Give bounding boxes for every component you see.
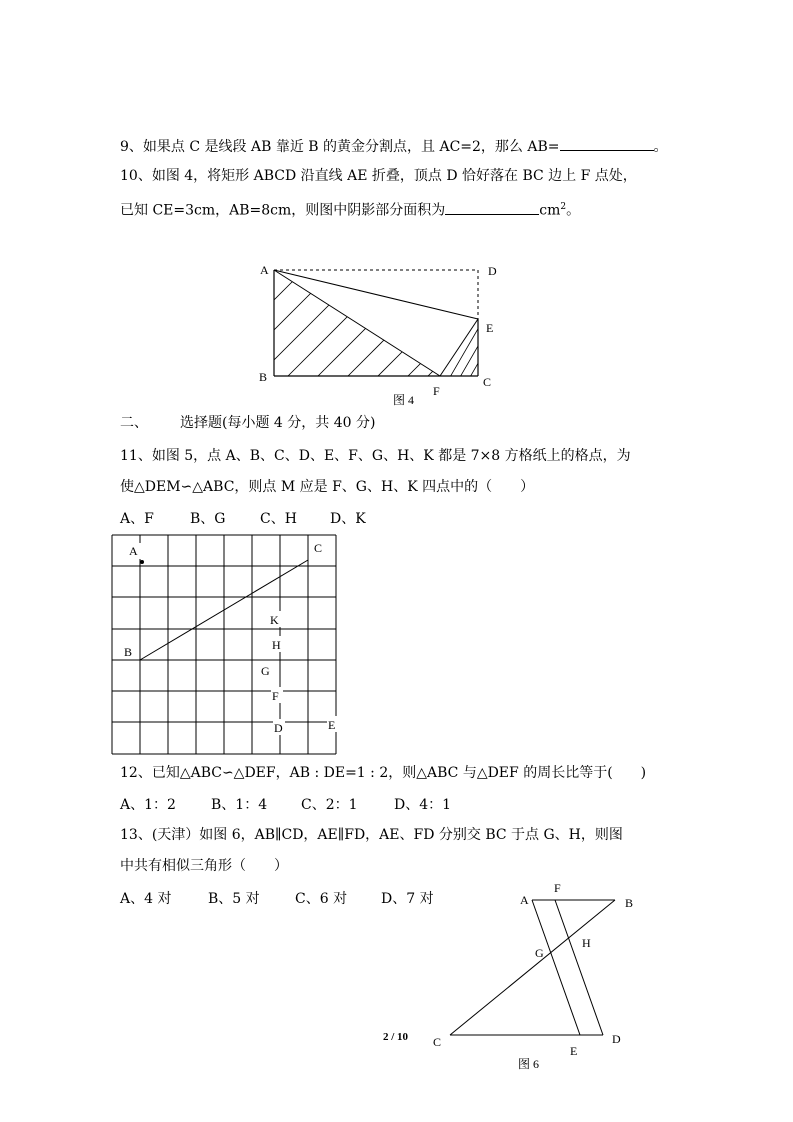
option-d[interactable]: D、4：1 (394, 797, 452, 813)
question-13-options (120, 890, 434, 908)
fig6-label-a: A (520, 893, 529, 907)
option-b[interactable]: B、5 对 (208, 891, 260, 907)
fig5-label-f: F (272, 689, 279, 703)
question-10-line-2: 已知 CE=3cm，AB=8cm，则图中阴影部分面积为 $cm^2$。 (120, 198, 580, 220)
option-c[interactable]: C、H (260, 511, 297, 527)
fig6-caption: 图 6 (518, 1057, 540, 1071)
question-9-text: 9、如果点 C 是线段 AB 靠近 B 的黄金分割点，且 AC=2，那么 AB= (120, 139, 560, 155)
fig5-label-g: G (261, 664, 270, 678)
fig5-label-d: D (274, 721, 283, 735)
question-11-line-2: 使△DEM∽△ABC，则点 M 应是 F、G、H、K 四点中的（ ） (120, 479, 535, 495)
answer-blank-9[interactable] (560, 136, 654, 151)
option-d[interactable]: D、7 对 (381, 891, 434, 907)
answer-blank-10[interactable] (445, 200, 539, 215)
question-13-line-1: 13、(天津）如图 6，AB∥CD，AE∥FD，AE、FD 分别交 BC 于点 G、H，则图 (120, 827, 623, 843)
fig5-label-c: C (314, 541, 323, 555)
question-10-line-1: 10、如图 4，将矩形 ABCD 沿直线 AE 折叠，顶点 D 恰好落在 BC 边上 F 点处， (120, 168, 637, 184)
fig5-label-k: K (270, 613, 279, 627)
fig6-label-h: H (582, 936, 591, 950)
section-number: 二、 (120, 415, 148, 431)
fig6-label-d: D (612, 1032, 621, 1046)
question-13-line-2: 中共有相似三角形（ ） (120, 858, 288, 874)
option-b[interactable]: B、1：4 (211, 797, 268, 813)
option-c[interactable]: C、6 对 (295, 891, 348, 907)
fig6-label-g: G (535, 946, 544, 960)
fig4-label-c: C (483, 375, 492, 389)
question-11-options (120, 510, 366, 528)
question-12: 12、已知△ABC∽△DEF，AB : DE=1 : 2，则△ABC 与△DEF 的周长比等于( ) (120, 765, 647, 781)
figure-4 (250, 255, 510, 410)
fig4-label-e: E (486, 321, 494, 335)
option-a[interactable]: A、F (120, 511, 154, 527)
fig5-label-b: B (124, 645, 133, 659)
fig5-label-a: A (129, 544, 138, 558)
fig5-label-h: H (272, 638, 281, 652)
section-2-heading (120, 414, 375, 432)
option-a[interactable]: A、4 对 (120, 891, 172, 907)
fig4-label-f: F (433, 384, 440, 398)
fig4-caption: 图 4 (393, 393, 415, 407)
figure-6 (420, 875, 650, 1075)
page-number: 2 / 10 (383, 1031, 409, 1043)
fig6-label-b: B (625, 896, 634, 910)
option-d[interactable]: D、K (330, 511, 366, 527)
fig4-label-d: D (488, 264, 497, 278)
fig5-label-e: E (328, 718, 336, 732)
option-b[interactable]: B、G (190, 511, 226, 527)
fig4-label-b: B (259, 370, 268, 384)
fig6-label-c: C (433, 1035, 442, 1049)
fig6-label-e: E (570, 1044, 578, 1058)
section-title: 选择题(每小题 4 分，共 40 分) (180, 415, 376, 431)
question-12-options (120, 796, 451, 814)
fig6-label-f: F (554, 881, 561, 895)
option-c[interactable]: C、2：1 (301, 797, 358, 813)
fig4-label-a: A (260, 263, 269, 277)
question-11-line-1: 11、如图 5，点 A、B、C、D、E、F、G、H、K 都是 7×8 方格纸上的格点，为 (120, 448, 631, 464)
question-9: 9、如果点 C 是线段 AB 靠近 B 的黄金分割点，且 AC=2，那么 AB= 。 (120, 136, 668, 156)
option-a[interactable]: A、1：2 (120, 797, 176, 813)
figure-5-grid (105, 528, 350, 760)
